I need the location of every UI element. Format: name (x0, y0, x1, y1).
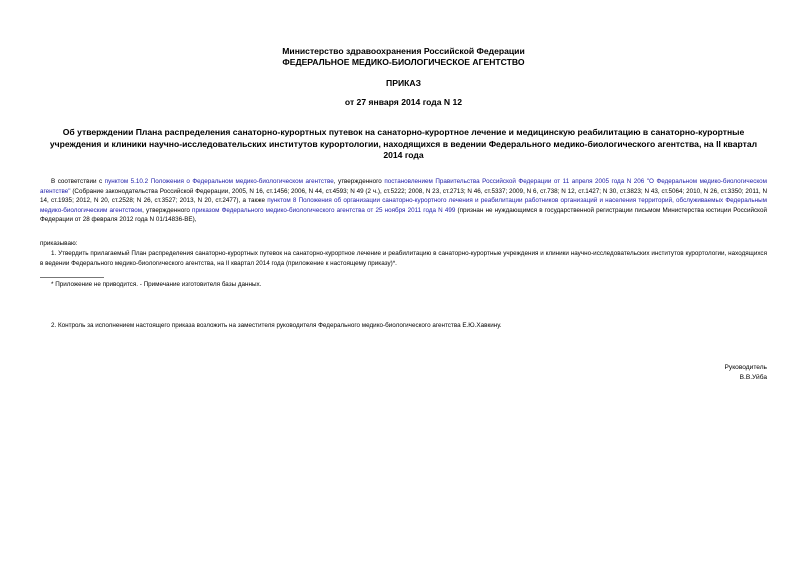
item-2-text: 2. Контроль за исполнением настоящего приказа возложить на заместителя руководителя Федерального медико-биологического агентства Е.Ю.Хавкину. (51, 322, 502, 329)
government-decree-link[interactable]: постановлением Правительства Российской Федерации от 11 апреля 2005 года N 206 "О Федеральном медико-биологическом агентстве" (40, 178, 768, 195)
document-date: от 27 января 2014 года N 12 (344, 97, 463, 107)
signature-name: В.В.Уйба (739, 374, 767, 381)
preamble-text-1: В соответствии с (51, 178, 105, 185)
item-1-paragraph (40, 249, 767, 268)
preamble-text-3: (Собрание законодательства Российской Федерации, 2005, N 16, ст.1456; 2006, N 44, ст.4593; N 49 (2 ч.), ст.5222; 2008, N 23, ст.2713; N 46, ст.5337; 2009, N 6, ст.738; N 12, ст.1427; N 30, ст.3823; N 43, ст.5064; 2010, N 26, ст.3350; 2011, N 14, ст.1935; 2012, N 20, ст.2528; N 26, ст.3527; 2013, N 20, ст.2477), а также (40, 187, 767, 205)
item-1-text: 1. Утвердить прилагаемый План распределения санаторно-курортных путевок на санаторно-курортное лечение и реабилитацию в санаторно-курортные учреждения и клиники научно-исследовательских институтов курортологии, находящихся в ведении Федерального медико-биологического агентства, на II квартал 2014 года (приложение к настоящему приказу)*. (40, 250, 767, 267)
preamble-text-5: (признан не нуждающимся в государственной регистрации письмом Министерства юстиции Российской Федерации от 28 февраля 2012 года N 01/14836-ВЕ), (40, 206, 767, 224)
agency-name: ФЕДЕРАЛЬНОЕ МЕДИКО-БИОЛОГИЧЕСКОЕ АГЕНТСТВО (282, 57, 525, 67)
regulation-link[interactable]: пунктом 5.10.2 Положения о Федеральном медико-биологическом агентстве (104, 178, 334, 185)
signature-position: Руководитель (724, 364, 767, 371)
sanatorium-regulation-link[interactable]: пунктом 8 Положения об организации санаторно-курортного лечения и реабилитации работников организаций и населения территорий, обслуживаемых Федеральным медико-биологическим агентством (40, 197, 767, 214)
preamble-paragraph (40, 177, 767, 225)
footnote-divider (40, 277, 104, 278)
preamble-text-4: , утвержденного (142, 206, 193, 214)
document-type: ПРИКАЗ (386, 78, 421, 88)
document-title: Об утверждении Плана распределения санаторно-курортных путевок на санаторно-курортное лечение и медицинскую реабилитацию в санаторно-курортные учреждения и клиники научно-исследовательских институтов курортологии, находящихся в ведении Федерального медико-биологического агентства, на II квартал 2014 года (49, 127, 758, 160)
footnote-text: * Приложение не приводится. - Примечание изготовителя базы данных. (51, 281, 262, 288)
agency-order-link[interactable]: приказом Федерального медико-биологического агентства от 25 ноября 2011 года N 499 (192, 206, 456, 214)
order-word: приказываю: (40, 240, 78, 247)
ministry-name: Министерство здравоохранения Российской Федерации (282, 46, 525, 56)
preamble-text-2: , утвержденного (333, 178, 385, 185)
